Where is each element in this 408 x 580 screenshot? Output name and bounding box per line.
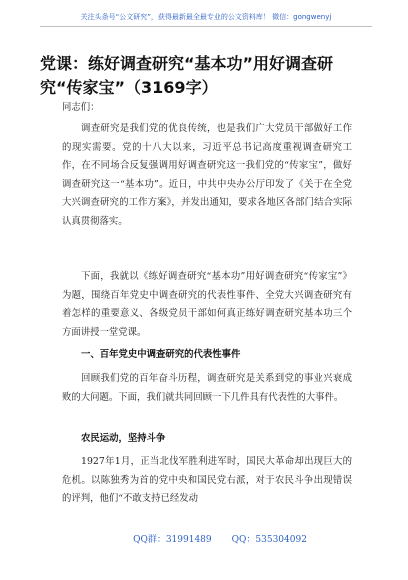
paragraph-outline: 下面，我就以《练好调查研究“基本功”用好调查研究“传家宝”》为题，围绕百年党史中调查研究的代表性事件、全党大兴调查研究有着怎样的重要意义、各级党员干部如何真正练好调查研究基本功三个方面讲授一堂党课。 [62,271,352,338]
subheading-peasant-movement: 农民运动，坚持斗争 [81,433,166,444]
paragraph-section-1: 回顾我们党的百年奋斗历程，调查研究是关系到党的事业兴衰成败的大问题。下面，我们就共同回顾一下几件具有代表性的大事件。 [62,373,352,403]
header-banner-text: 关注头条号“公文研究”，获得最新最全最专业的公文资料库！ 微信：gongwenyj [80,13,332,21]
footer-qq-group: QQ群：31991489 [133,535,212,545]
document-title: 党课：练好调查研究“基本功”用好调查研究“传家宝”（3169字） [40,54,334,97]
footer-qq: QQ：535304092 [231,535,307,545]
paragraph-peasant-movement: 1927年1月，正当北伐军胜利进军时，国民大革命却出现巨大的危机。以陈独秀为首的党中央和国民党右派，对于农民斗争出现错误的评判，他们“不敢支持已经发动 [62,456,352,504]
salutation: 同志们： [62,102,100,113]
paragraph-intro: 调查研究是我们党的优良传统，也是我们广大党员干部做好工作的现实需要。党的十八大以来，习近平总书记高度重视调查研究工作，在不同场合反复强调用好调查研究这一我们党的“传家宝”，做好调查研究这一“基本功”。近日，中共中央办公厅印发了《关于在全党大兴调查研究的工作方案》，并发出通知，要求各地区各部门结合实际认真贯彻落实。 [62,123,352,227]
section-heading-1: 一、百年党史中调查研究的代表性事件 [81,349,241,360]
footer-contact [130,533,310,547]
header-banner [40,10,372,27]
